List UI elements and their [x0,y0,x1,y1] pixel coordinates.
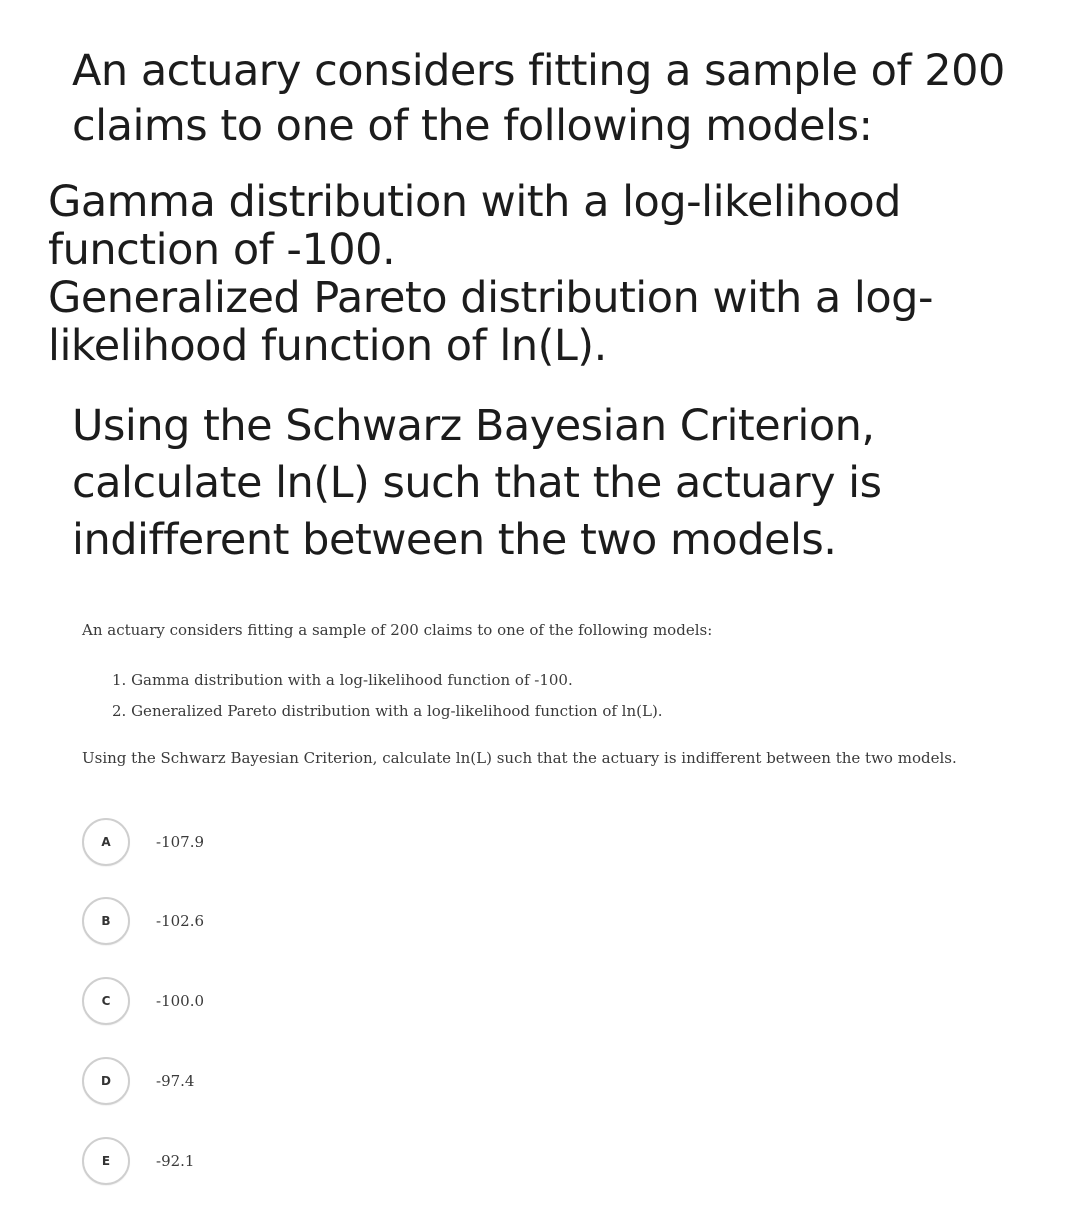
option-letter-badge[interactable]: D [82,1057,130,1105]
large-model-2: Generalized Pareto distribution with a log- likelihood function of ln(L). [48,273,933,371]
answer-option-e[interactable] [82,1135,194,1187]
question-task: Using the Schwarz Bayesian Criterion, calculate ln(L) such that the actuary is indifferent between the two models. [82,749,957,767]
option-letter-badge[interactable]: B [82,897,130,945]
option-letter-badge[interactable]: A [82,818,130,866]
large-model-1: Gamma distribution with a log-likelihood function of -100. [48,177,901,275]
question-model-2: 2. Generalized Pareto distribution with a log-likelihood function of ln(L). [112,702,663,720]
answer-option-d[interactable] [82,1055,194,1107]
option-value[interactable]: -92.1 [156,1152,195,1170]
option-value[interactable]: -97.4 [156,1072,195,1090]
option-letter-badge[interactable]: E [82,1137,130,1185]
answer-option-a[interactable] [82,816,204,868]
answer-option-c[interactable] [82,975,204,1027]
large-intro-text: An actuary considers fitting a sample of 200 claims to one of the following models: [72,46,1005,151]
option-value[interactable]: -102.6 [156,912,205,930]
question-model-1: 1. Gamma distribution with a log-likelihood function of -100. [112,671,573,689]
question-model-list [112,669,1012,731]
question-intro: An actuary considers fitting a sample of 200 claims to one of the following models: [82,621,713,639]
option-value[interactable]: -107.9 [156,833,205,851]
large-task-text: Using the Schwarz Bayesian Criterion, calculate ln(L) such that the actuary is indifferent between the two models. [72,401,882,565]
option-letter-badge[interactable]: C [82,977,130,1025]
large-model-list [48,178,1048,370]
answer-option-b[interactable] [82,895,204,947]
option-value[interactable]: -100.0 [156,992,205,1010]
